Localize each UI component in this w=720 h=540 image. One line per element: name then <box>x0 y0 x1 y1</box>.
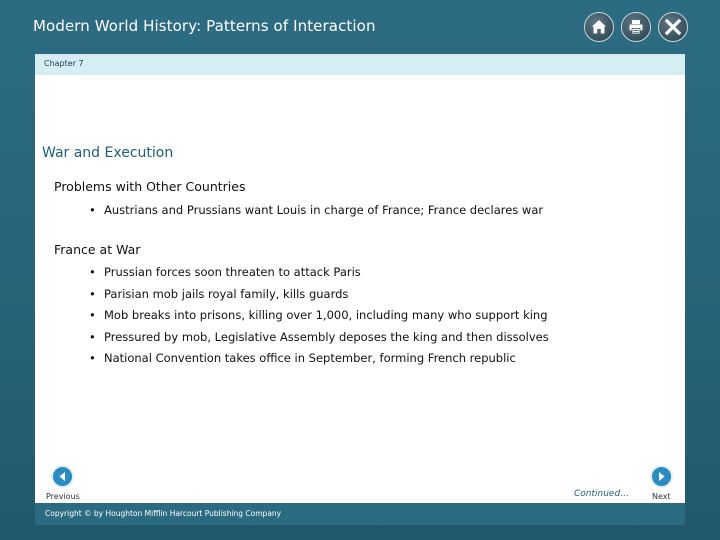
arrow-right-icon <box>656 471 667 482</box>
home-icon <box>590 18 608 36</box>
chapter-label: Chapter 7 <box>44 59 84 68</box>
next-label[interactable]: Next <box>652 492 671 501</box>
app-title: Modern World History: Patterns of Interaction <box>33 17 376 35</box>
list-item: • Prussian forces soon threaten to attack Paris <box>89 262 549 284</box>
footer-bar <box>35 503 685 525</box>
toolbar <box>584 12 688 44</box>
list-item: • Parisian mob jails royal family, kills guards <box>89 284 549 306</box>
list-item: • Austrians and Prussians want Louis in charge of France; France declares war <box>89 200 543 222</box>
section-title: War and Execution <box>42 145 174 161</box>
arrow-left-icon <box>57 471 68 482</box>
close-button[interactable] <box>658 12 688 42</box>
group-heading: Problems with Other Countries <box>54 179 246 194</box>
chapter-bar <box>35 54 685 75</box>
print-button[interactable] <box>621 12 651 42</box>
print-icon <box>627 18 645 36</box>
home-button[interactable] <box>584 12 614 42</box>
list-item: • National Convention takes office in September, forming French republic <box>89 348 549 370</box>
previous-label[interactable]: Previous <box>46 492 80 501</box>
copyright-text: Copyright © by Houghton Mifflin Harcourt Publishing Company <box>45 509 282 518</box>
next-button[interactable] <box>650 465 673 488</box>
slide-panel <box>35 54 685 503</box>
previous-button[interactable] <box>51 465 74 488</box>
bullet-list <box>89 200 543 222</box>
bullet-list <box>89 262 549 370</box>
continued-label: Continued… <box>574 489 630 499</box>
list-item: • Mob breaks into prisons, killing over 1,000, including many who support king <box>89 305 549 327</box>
list-item: • Pressured by mob, Legislative Assembly deposes the king and then dissolves <box>89 327 549 349</box>
group-heading: France at War <box>54 242 141 257</box>
close-icon <box>664 18 682 36</box>
